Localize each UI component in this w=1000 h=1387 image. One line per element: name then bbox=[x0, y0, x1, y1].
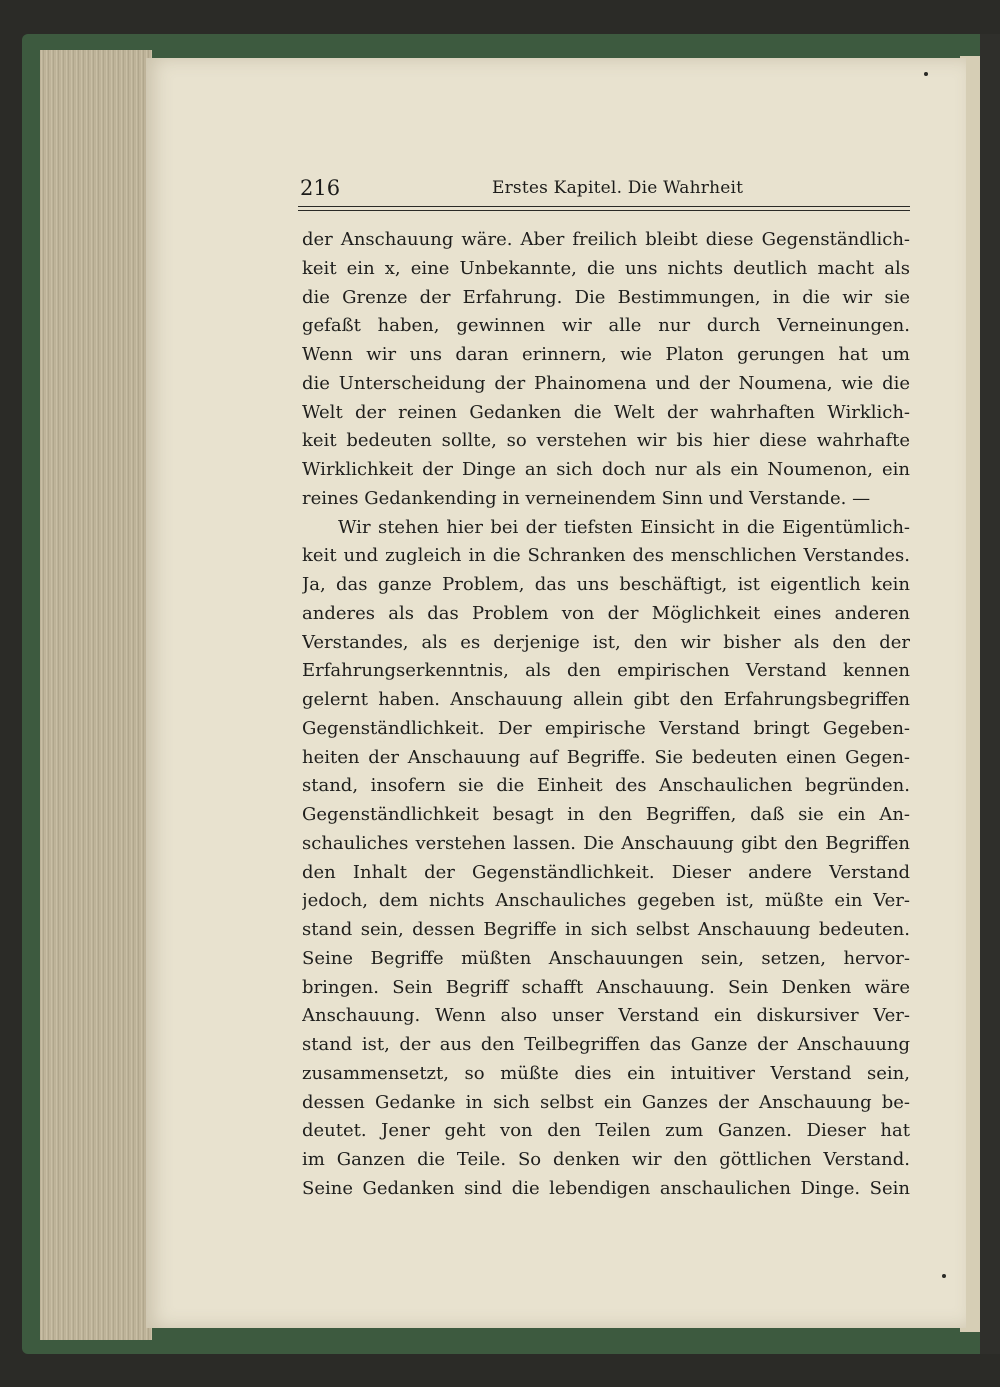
text-line: deutet. Jener geht von den Teilen zum Ganzen. Dieser hat bbox=[302, 1120, 910, 1142]
header-rule bbox=[298, 210, 910, 211]
text-line: Wenn wir uns daran erinnern, wie Platon gerungen hat um bbox=[302, 344, 910, 365]
body-text bbox=[302, 226, 910, 1204]
text-line: heiten der Anschauung auf Begriffe. Sie bedeuten einen Gegen- bbox=[302, 746, 910, 768]
text-line: Seine Begriffe müßten Anschauungen sein, setzen, hervor- bbox=[302, 947, 910, 969]
text-line: keit ein x, eine Unbekannte, die uns nichts deutlich macht als bbox=[302, 257, 910, 279]
text-line: gefaßt haben, gewinnen wir alle nur durch Verneinungen. bbox=[302, 315, 910, 337]
text-line: die Grenze der Erfahrung. Die Bestimmungen, in die wir sie bbox=[302, 286, 910, 308]
text-line: im Ganzen die Teile. So denken wir den göttlichen Verstand. bbox=[302, 1149, 910, 1170]
running-head: Erstes Kapitel. Die Wahrheit bbox=[492, 178, 744, 198]
text-line: bringen. Sein Begriff schafft Anschauung. Sein Denken wäre bbox=[302, 976, 910, 998]
text-line: keit bedeuten sollte, so verstehen wir bis hier diese wahrhafte bbox=[302, 430, 910, 452]
text-line: Welt der reinen Gedanken die Welt der wahrhaften Wirklich- bbox=[302, 401, 910, 423]
text-line: Seine Gedanken sind die lebendigen anschaulichen Dinge. Sein bbox=[302, 1177, 910, 1199]
page-header bbox=[300, 176, 910, 206]
text-line: gelernt haben. Anschauung allein gibt den Erfahrungsbegriffen bbox=[302, 689, 910, 710]
text-line: Gegenständlichkeit. Der empirische Verstand bringt Gegeben- bbox=[302, 717, 910, 739]
text-line: Anschauung. Wenn also unser Verstand ein diskursiver Ver- bbox=[302, 1005, 910, 1027]
text-line: Ja, das ganze Problem, das uns beschäftigt, ist eigentlich kein bbox=[302, 574, 910, 595]
text-line: zusammensetzt, so müßte dies ein intuitiver Verstand sein, bbox=[302, 1062, 910, 1084]
text-line: Verstandes, als es derjenige ist, den wir bisher als den der bbox=[302, 631, 910, 653]
text-line: den Inhalt der Gegenständlichkeit. Dieser andere Verstand bbox=[302, 861, 910, 883]
text-line: anderes als das Problem von der Möglichkeit eines anderen bbox=[302, 602, 910, 624]
page-number: 216 bbox=[300, 176, 341, 200]
text-line: der Anschauung wäre. Aber freilich bleibt diese Gegenständlich- bbox=[302, 229, 910, 250]
text-line: Wir stehen hier bei der tiefsten Einsicht in die Eigentümlich- bbox=[338, 516, 910, 538]
text-line: stand ist, der aus den Teilbegriffen das Ganze der Anschauung bbox=[302, 1034, 910, 1055]
text-line: reines Gedankending in verneinendem Sinn und Verstande. — bbox=[302, 487, 871, 509]
text-line: Erfahrungserkenntnis, als den empirischen Verstand kennen bbox=[302, 660, 910, 682]
header-rule bbox=[298, 206, 910, 207]
speck-mark bbox=[924, 72, 928, 76]
right-background bbox=[980, 34, 1000, 1354]
text-line: die Unterscheidung der Phainomena und der Noumena, wie die bbox=[302, 372, 910, 394]
text-line: stand sein, dessen Begriffe in sich selbst Anschauung bedeuten. bbox=[302, 919, 910, 940]
text-line: Wirklichkeit der Dinge an sich doch nur als ein Noumenon, ein bbox=[302, 459, 910, 480]
speck-mark bbox=[942, 1274, 946, 1278]
text-line: jedoch, dem nichts Anschauliches gegeben ist, müßte ein Ver- bbox=[302, 890, 910, 912]
text-line: stand, insofern sie die Einheit des Anschaulichen begründen. bbox=[302, 775, 910, 797]
text-line: Gegenständlichkeit besagt in den Begriffen, daß sie ein An- bbox=[302, 804, 910, 825]
text-line: dessen Gedanke in sich selbst ein Ganzes der Anschauung be- bbox=[302, 1091, 910, 1113]
text-line: schauliches verstehen lassen. Die Anschauung gibt den Begriffen bbox=[302, 832, 910, 854]
page-block-edges bbox=[40, 50, 152, 1340]
text-line: keit und zugleich in die Schranken des menschlichen Verstandes. bbox=[302, 545, 910, 567]
